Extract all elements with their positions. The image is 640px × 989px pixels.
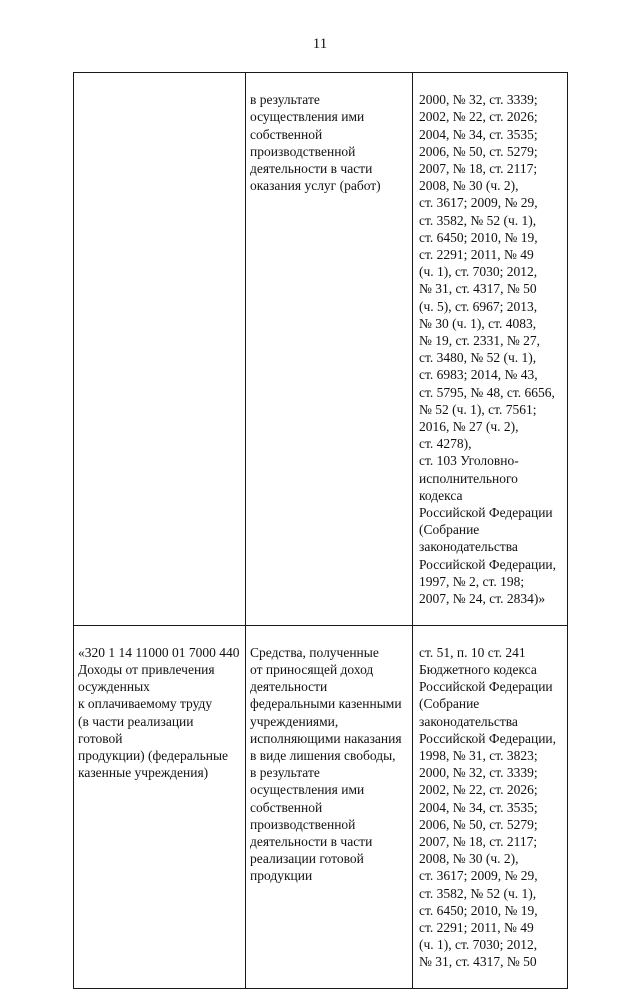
code-and-name-cell: [74, 73, 246, 626]
code-and-name-text: «320 1 14 11000 01 7000 440 Доходы от привлечения осужденных к оплачиваемому труду (в части реализации готовой продукции) (федеральные казенные учреждения): [78, 644, 240, 781]
description-text: Средства, полученные от приносящей доход деятельности федеральными казенными учреждениями, исполняющими наказания в виде лишения свободы, в результате осуществления ими собственной производственной деятельности в части реализации готовой продукции: [250, 644, 402, 884]
legal-basis-cell: [413, 625, 568, 988]
table-row: [74, 73, 568, 626]
code-and-name-cell: [74, 625, 246, 988]
legal-basis-cell: [413, 73, 568, 626]
description-cell: [246, 625, 413, 988]
legal-basis-text: ст. 51, п. 10 ст. 241 Бюджетного кодекса Российской Федерации (Собрание законодательства Российской Федерации, 1998, № 31, ст. 3823; 2000, № 32, ст. 3339; 2002, № 22, ст. 2026; 2004, № 34, ст. 3535; 2006, № 50, ст. 5279; 2007, № 18, ст. 2117; 2008, № 30 (ч. 2), ст. 3617; 2009, № 29, ст. 3582, № 52 (ч. 1), ст. 6450; 2010, № 19, ст. 2291; 2011, № 49 (ч. 1), ст. 7030; 2012, № 31, ст. 4317, № 50: [419, 644, 557, 970]
table-row: [74, 625, 568, 988]
description-text: в результате осуществления ими собственной производственной деятельности в части оказания услуг (работ): [250, 92, 381, 194]
page-number: 11: [312, 36, 328, 52]
income-codes-table: [73, 72, 568, 989]
description-cell: [246, 73, 413, 626]
legal-basis-text: 2000, № 32, ст. 3339; 2002, № 22, ст. 2026; 2004, № 34, ст. 3535; 2006, № 50, ст. 5279; 2007, № 18, ст. 2117; 2008, № 30 (ч. 2), ст. 3617; 2009, № 29, ст. 3582, № 52 (ч. 1), ст. 6450; 2010, № 19, ст. 2291; 2011, № 49 (ч. 1), ст. 7030; 2012, № 31, ст. 4317, № 50 (ч. 5), ст. 6967; 2013, № 30 (ч. 1), ст. 4083, № 19, ст. 2331, № 27, ст. 3480, № 52 (ч. 1), ст. 6983; 2014, № 43, ст. 5795, № 48, ст. 6656, № 52 (ч. 1), ст. 7561; 2016, № 27 (ч. 2), ст. 4278), ст. 103 Уголовно- исполнительного кодекса Российской Федерации (Собрание законодательства Российской Федерации, 1997, № 2, ст. 198; 2007, № 24, ст. 2834)»: [419, 92, 557, 607]
